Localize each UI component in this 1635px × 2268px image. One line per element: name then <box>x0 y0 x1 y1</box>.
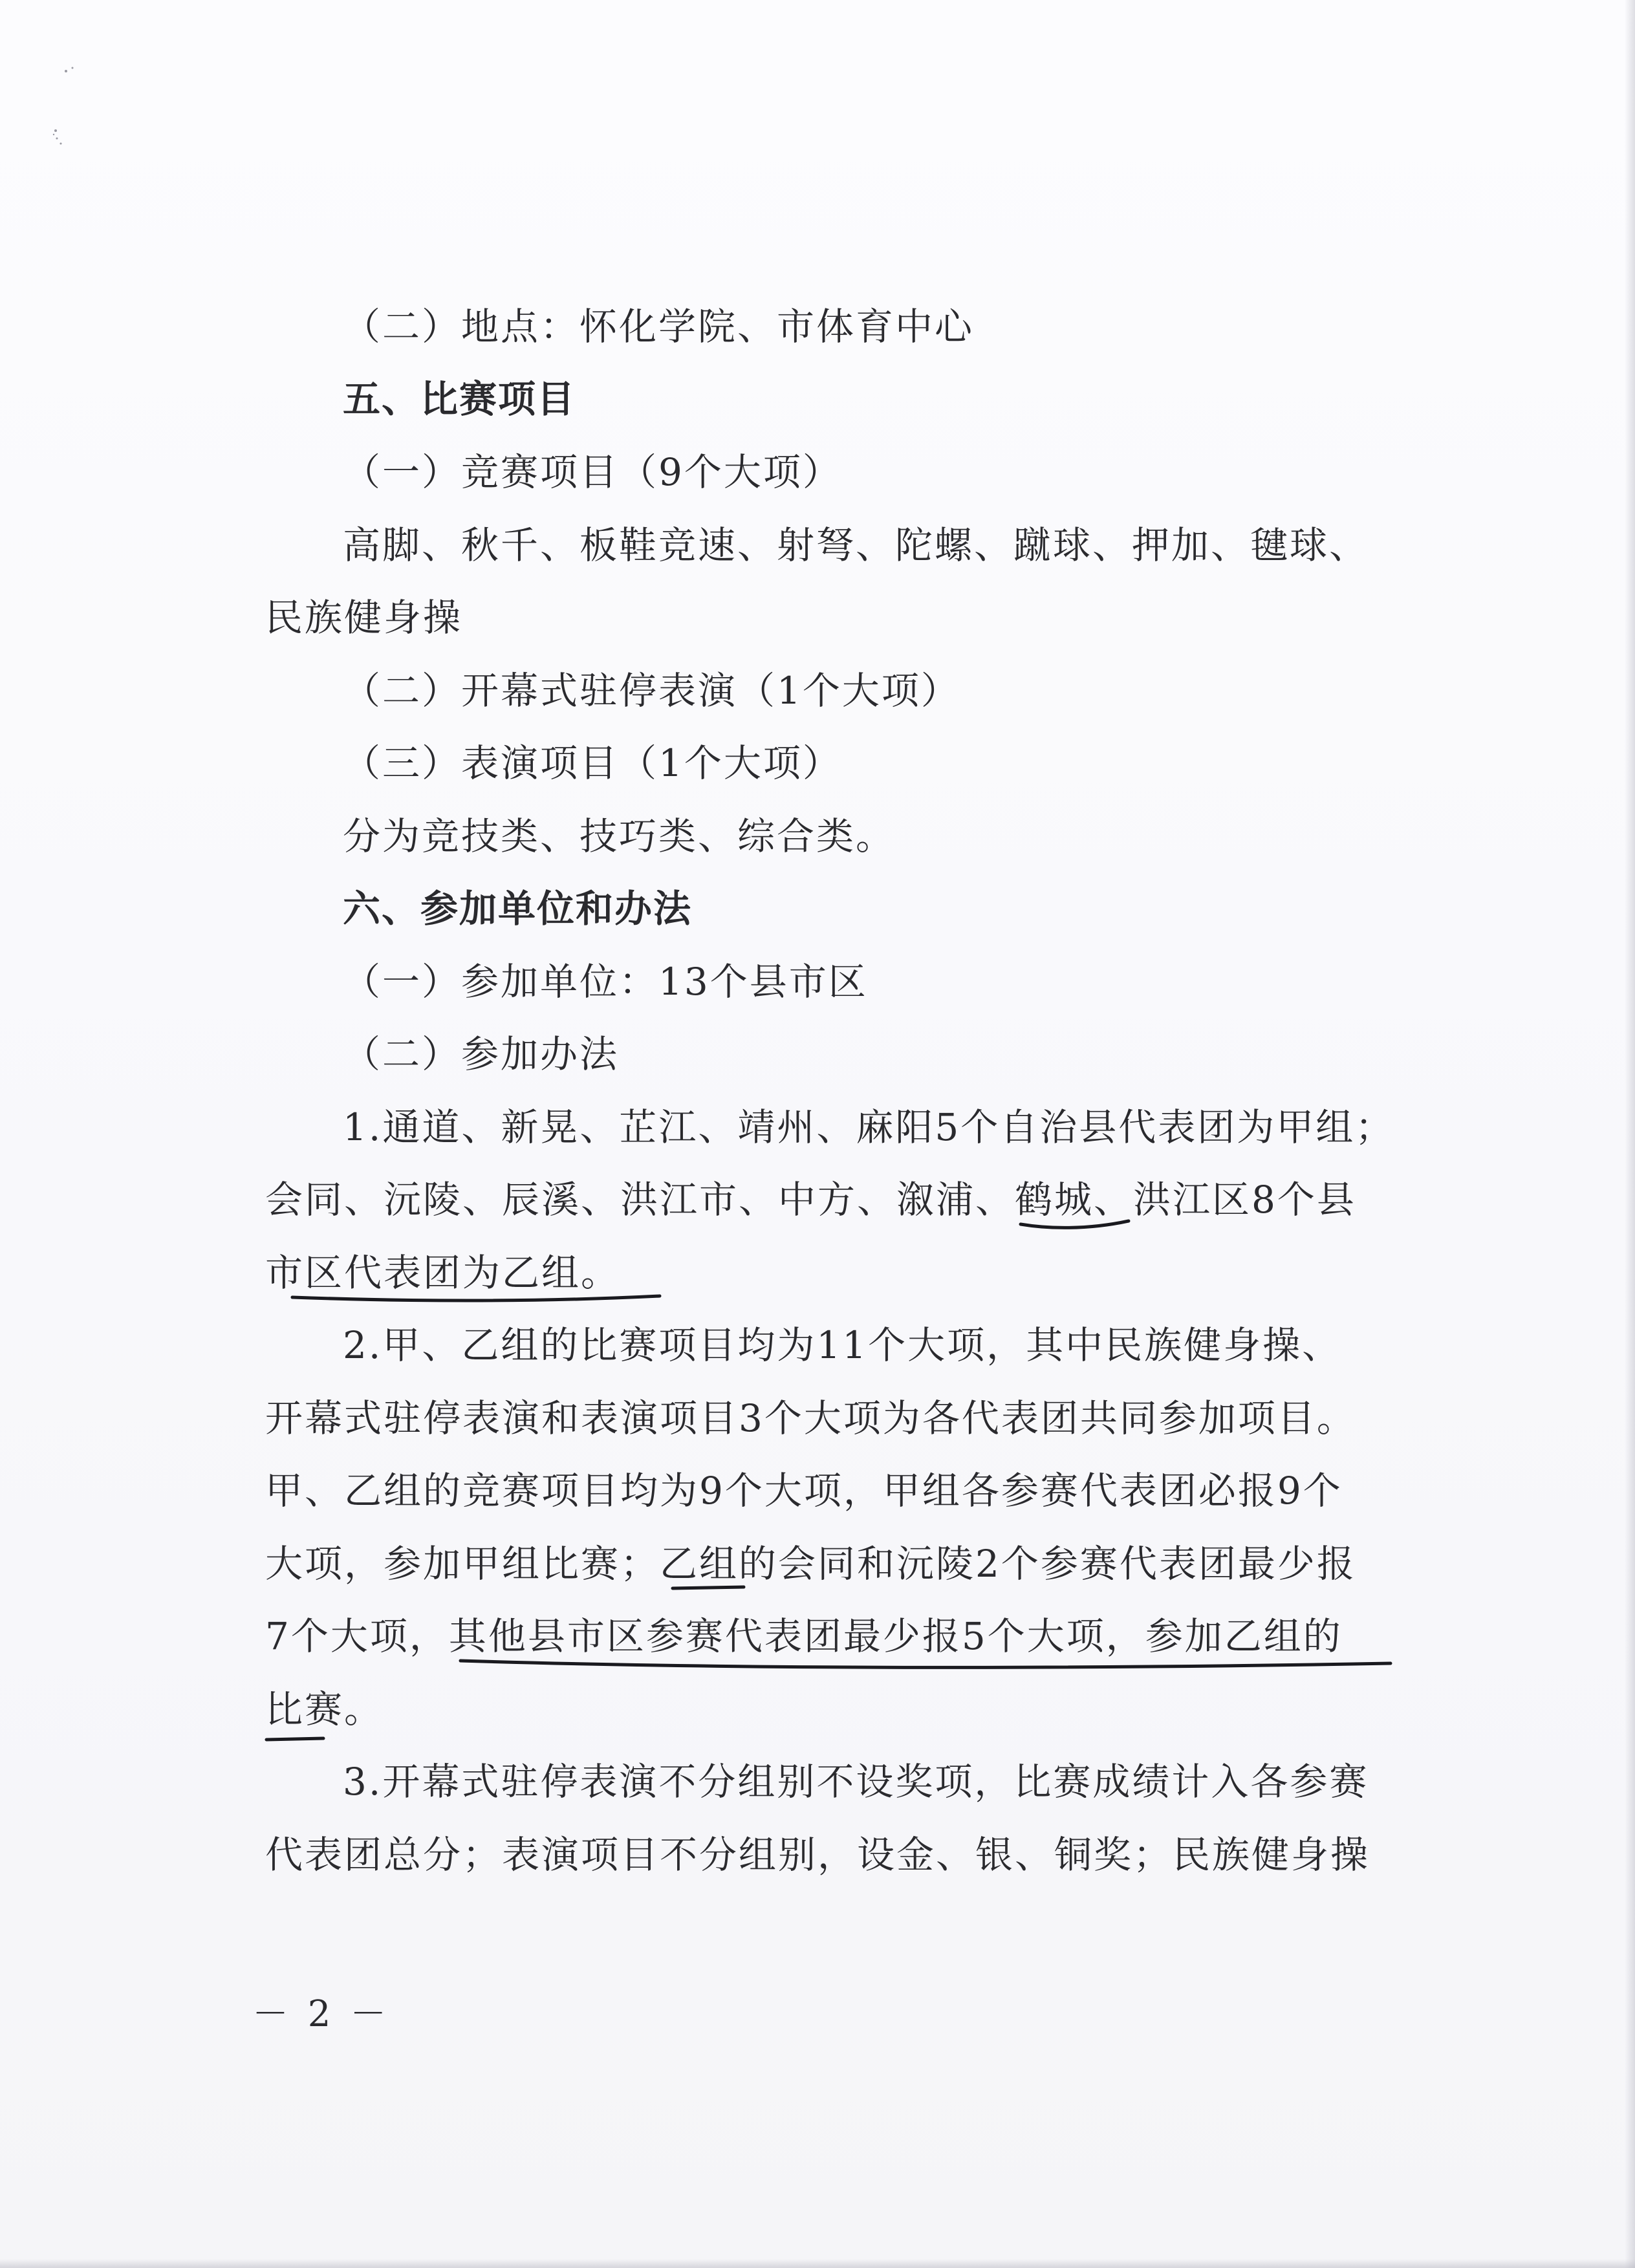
page-number: － 2 － <box>252 1993 391 2035</box>
paragraph-line: 代表团总分；表演项目不分组别，设金、银、铜奖；民族健身操 <box>265 1833 1370 1877</box>
subheading-participating-units: （一）参加单位：13个县市区 <box>343 960 868 1004</box>
paragraph-line: 市区代表团为乙组。 <box>265 1251 621 1295</box>
section-heading-participants: 六、参加单位和办法 <box>343 887 693 931</box>
paragraph-line: 大项，参加甲组比赛；乙组的会同和沅陵2个参赛代表团最少报 <box>265 1542 1356 1586</box>
scan-edge-shadow-bottom <box>0 2259 1635 2268</box>
paragraph-line: 比赛。 <box>265 1687 384 1731</box>
paragraph-line: 民族健身操 <box>265 596 463 640</box>
subheading-competition-items: （一）竞赛项目（9个大项） <box>343 450 842 494</box>
location-line: （二）地点：怀化学院、市体育中心 <box>343 305 975 349</box>
paragraph-line: 7个大项，其他县市区参赛代表团最少报5个大项，参加乙组的 <box>265 1614 1343 1658</box>
paragraph-line: 1.通道、新晃、芷江、靖州、麻阳5个自治县代表团为甲组； <box>343 1105 1395 1149</box>
scan-specks-graphic <box>52 58 129 175</box>
underline-compete <box>266 1738 323 1740</box>
paragraph-line: 会同、沅陵、辰溪、洪江市、中方、溆浦、鹤城、洪江区8个县 <box>265 1178 1356 1222</box>
paragraph-line: 高脚、秋千、板鞋竞速、射弩、陀螺、蹴球、押加、毽球、 <box>343 523 1369 567</box>
paragraph-line: 分为竞技类、技巧类、综合类。 <box>343 814 896 858</box>
subheading-participation-method: （二）参加办法 <box>343 1032 620 1076</box>
subheading-performance-items: （三）表演项目（1个大项） <box>343 741 842 785</box>
paragraph-line: 2.甲、乙组的比赛项目均为11个大项，其中民族健身操、 <box>343 1323 1342 1367</box>
scan-edge-shadow-right <box>1625 0 1635 2268</box>
scan-specks <box>52 58 129 177</box>
paragraph-line: 开幕式驻停表演和表演项目3个大项为各代表团共同参加项目。 <box>265 1396 1356 1440</box>
subheading-opening-performance: （二）开幕式驻停表演（1个大项） <box>343 669 960 713</box>
paragraph-line: 3.开幕式驻停表演不分组别不设奖项，比赛成绩计入各参赛 <box>343 1760 1369 1804</box>
paragraph-line: 甲、乙组的竞赛项目均为9个大项，甲组各参赛代表团必报9个 <box>265 1469 1343 1513</box>
section-heading-competition-events: 五、比赛项目 <box>343 377 576 421</box>
